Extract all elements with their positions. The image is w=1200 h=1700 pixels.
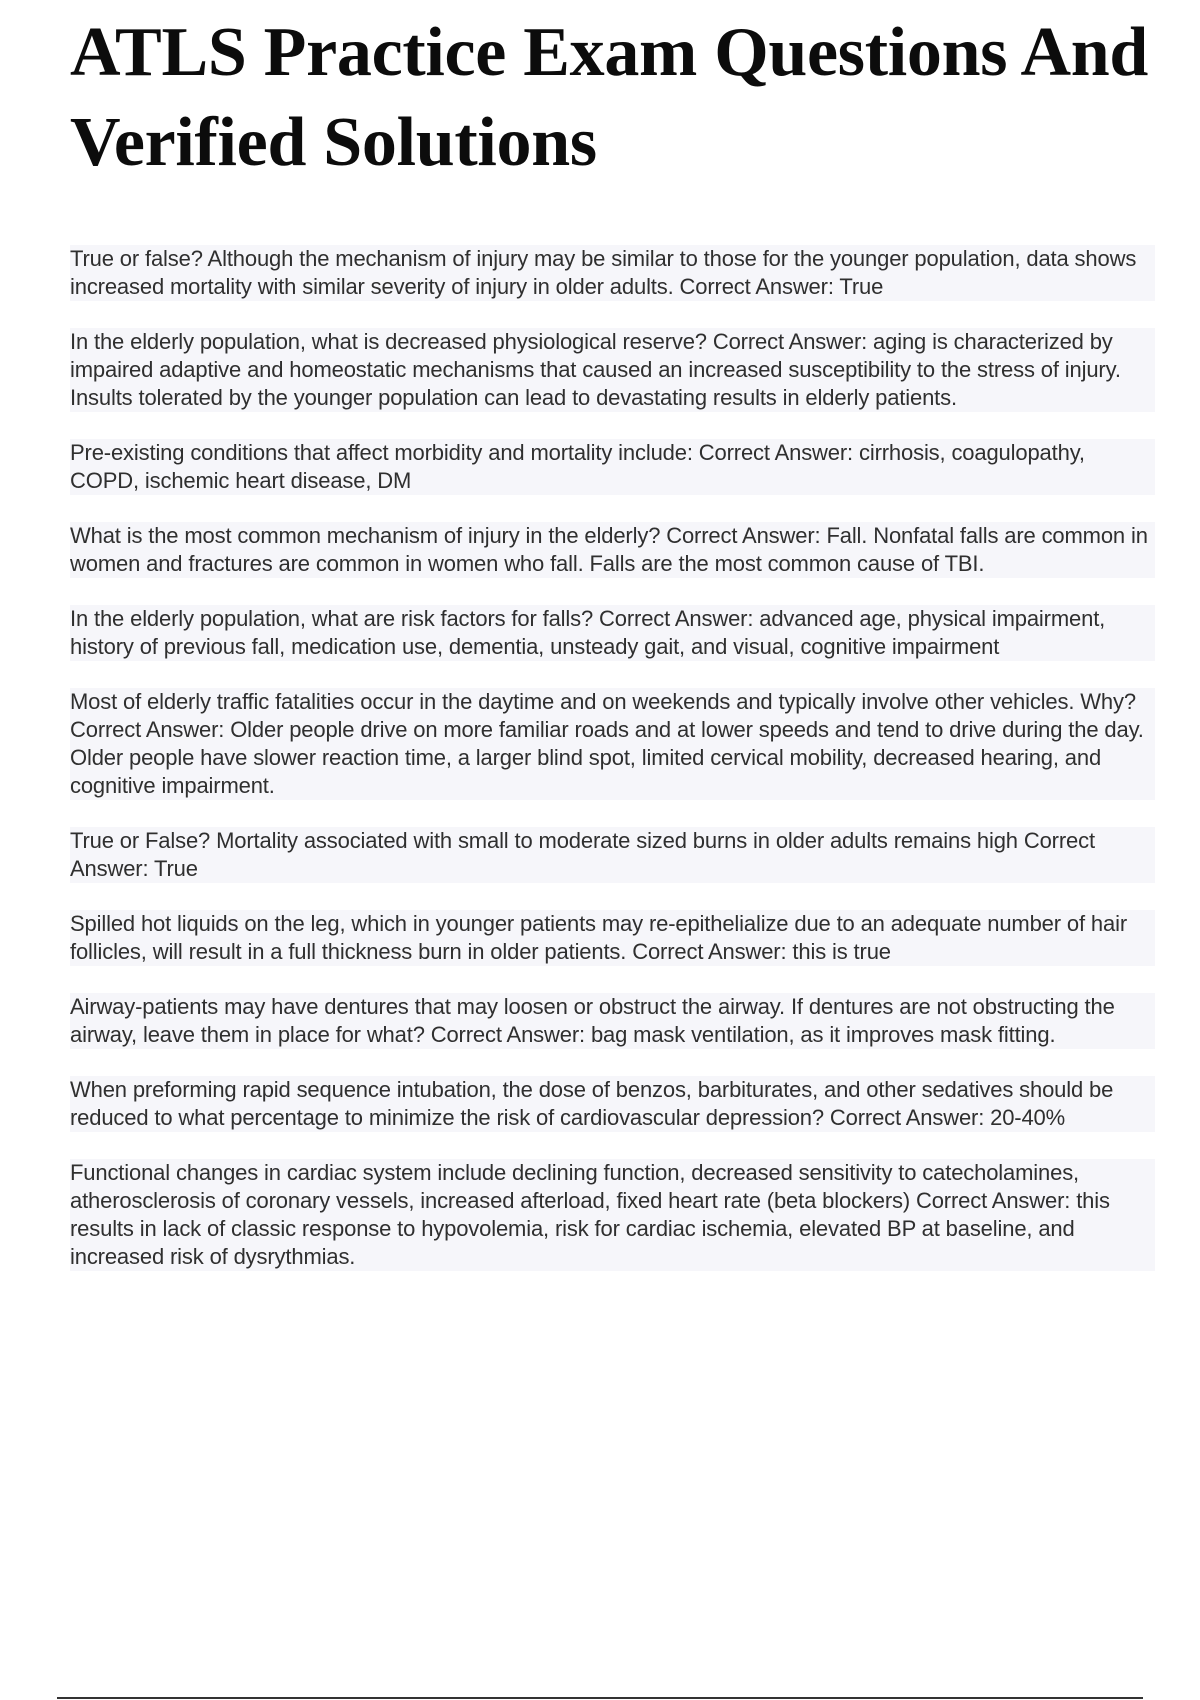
- qa-item-1: True or false? Although the mechanism of injury may be similar to those for the younger population, data shows increased mortality with similar severity of injury in older adults. Correct Answer: True: [70, 245, 1155, 301]
- page-title: ATLS Practice Exam Questions And Verified Solutions: [70, 14, 1149, 181]
- qa-item-6: Most of elderly traffic fatalities occur in the daytime and on weekends and typically involve other vehicles. Why? Correct Answer: Older people drive on more familiar roads and at lower speeds and tend to drive during the day. Older people have slower reaction time, a larger blind spot, limited cervical mobility, decreased hearing, and cognitive impairment.: [70, 688, 1155, 800]
- qa-item-8: Spilled hot liquids on the leg, which in younger patients may re-epithelialize due to an adequate number of hair follicles, will result in a full thickness burn in older patients. Correct Answer: this is true: [70, 910, 1155, 966]
- qa-item-4: What is the most common mechanism of injury in the elderly? Correct Answer: Fall. Nonfatal falls are common in women and fractures are common in women who fall. Falls are the most common cause of TBI.: [70, 522, 1155, 578]
- qa-item-3: Pre-existing conditions that affect morbidity and mortality include: Correct Answer: cirrhosis, coagulopathy, COPD, ischemic heart disease, DM: [70, 439, 1155, 495]
- question-answer-list: [70, 245, 1155, 1298]
- qa-item-10: When preforming rapid sequence intubation, the dose of benzos, barbiturates, and other sedatives should be reduced to what percentage to minimize the risk of cardiovascular depression? Correct Answer: 20-40%: [70, 1076, 1155, 1132]
- qa-item-7: True or False? Mortality associated with small to moderate sized burns in older adults remains high Correct Answer: True: [70, 827, 1155, 883]
- qa-item-5: In the elderly population, what are risk factors for falls? Correct Answer: advanced age, physical impairment, history of previous fall, medication use, dementia, unsteady gait, and visual, cognitive impairment: [70, 605, 1155, 661]
- footer-divider: [57, 1697, 1143, 1699]
- qa-item-9: Airway-patients may have dentures that may loosen or obstruct the airway. If dentures are not obstructing the airway, leave them in place for what? Correct Answer: bag mask ventilation, as it improves mask fitting.: [70, 993, 1155, 1049]
- qa-item-2: In the elderly population, what is decreased physiological reserve? Correct Answer: aging is characterized by impaired adaptive and homeostatic mechanisms that caused an increased susceptibility to the stress of injury. Insults tolerated by the younger population can lead to devastating results in elderly patients.: [70, 328, 1155, 412]
- qa-item-11: Functional changes in cardiac system include declining function, decreased sensitivity to catecholamines, atherosclerosis of coronary vessels, increased afterload, fixed heart rate (beta blockers) Correct Answer: this results in lack of classic response to hypovolemia, risk for cardiac ischemia, elevated BP at baseline, and increased risk of dysrythmias.: [70, 1159, 1155, 1271]
